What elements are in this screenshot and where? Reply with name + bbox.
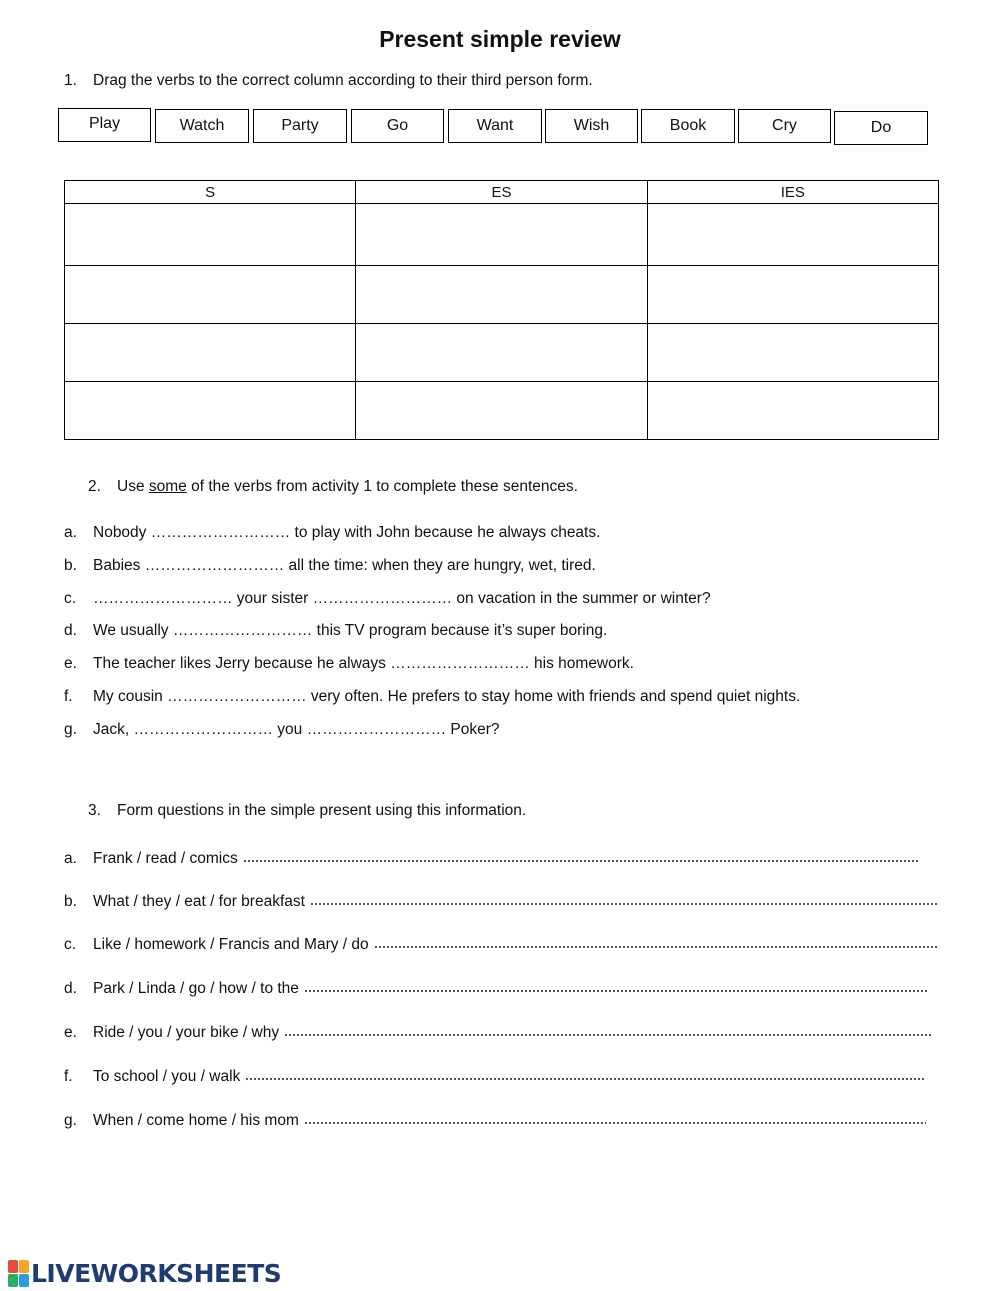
verb-card[interactable]: Do (834, 111, 928, 145)
question-item-d (64, 979, 929, 999)
item-letter: e. (64, 655, 77, 672)
logo-tile (19, 1274, 29, 1287)
item-letter: a. (64, 524, 77, 541)
activity2-underlined-word: some (148, 478, 187, 495)
answer-blank[interactable]: ……………………… (312, 590, 453, 607)
verb-card[interactable]: Watch (155, 109, 249, 143)
sentence-text: to play with John because he always cheats. (290, 524, 601, 541)
sentence-text: this TV program because it’s super boring. (312, 622, 608, 639)
verb-card[interactable]: Book (641, 109, 735, 143)
activity3-instruction-text: Form questions in the simple present using this information. (117, 802, 527, 819)
item-letter: e. (64, 1024, 77, 1041)
activity1-instruction-text: Drag the verbs to the correct column according to their third person form. (93, 72, 593, 89)
question-item-e (64, 1023, 931, 1043)
answer-line[interactable] (245, 1067, 925, 1081)
item-letter: d. (64, 980, 77, 997)
answer-blank[interactable]: ……………………… (390, 655, 530, 672)
drop-cell-ies[interactable] (647, 204, 938, 266)
question-item-b (64, 892, 938, 912)
drop-cell-ies[interactable] (647, 382, 938, 440)
question-item-g (64, 1111, 926, 1131)
sentence-item-a (64, 524, 600, 542)
sentence-text: Poker? (446, 721, 500, 738)
answer-line[interactable] (243, 849, 920, 863)
question-item-c (64, 935, 938, 955)
drop-cell-s[interactable] (65, 382, 356, 440)
drop-cell-es[interactable] (356, 324, 647, 382)
verb-card[interactable]: Party (253, 109, 347, 143)
logo-tile (8, 1274, 18, 1287)
drop-cell-es[interactable] (356, 204, 647, 266)
activity2-number: 2. (88, 478, 101, 495)
sentence-text: Jack, (93, 721, 134, 738)
verb-card[interactable]: Play (58, 108, 151, 142)
item-letter: c. (64, 936, 77, 953)
answer-blank[interactable]: ……………………… (133, 721, 273, 738)
sentence-text: your sister (232, 590, 313, 607)
logo-mark-icon (8, 1260, 29, 1287)
question-prompt: When / come home / his mom (93, 1112, 299, 1129)
sentence-item-f (64, 688, 800, 706)
question-prompt: To school / you / walk (93, 1068, 241, 1085)
sentence-item-g (64, 721, 500, 739)
drop-cell-s[interactable] (65, 266, 356, 324)
question-item-f (64, 1067, 925, 1087)
item-letter: c. (64, 590, 77, 607)
sentence-text: Babies (93, 557, 145, 574)
answer-line[interactable] (284, 1023, 931, 1037)
drop-cell-es[interactable] (356, 266, 647, 324)
sentence-text: on vacation in the summer or winter? (452, 590, 711, 607)
sentence-text: The teacher likes Jerry because he always (93, 655, 391, 672)
verb-card[interactable]: Want (448, 109, 542, 143)
answer-line[interactable] (310, 892, 938, 906)
drop-cell-s[interactable] (65, 324, 356, 382)
sentence-text: My cousin (93, 688, 168, 705)
drop-cell-ies[interactable] (647, 266, 938, 324)
question-prompt: What / they / eat / for breakfast (93, 893, 305, 910)
sorting-table (64, 180, 939, 440)
item-letter: f. (64, 688, 73, 705)
drop-cell-ies[interactable] (647, 324, 938, 382)
question-prompt: Park / Linda / go / how / to the (93, 980, 299, 997)
sentence-text: Nobody (93, 524, 151, 541)
answer-blank[interactable]: ……………………… (150, 524, 291, 541)
drop-cell-es[interactable] (356, 382, 647, 440)
answer-blank[interactable]: ……………………… (93, 590, 233, 607)
sentence-item-e (64, 655, 634, 673)
item-letter: g. (64, 1112, 77, 1129)
activity3-instruction (88, 802, 526, 820)
answer-blank[interactable]: ……………………… (306, 721, 447, 738)
answer-blank[interactable]: ……………………… (167, 688, 307, 705)
logo-text: LIVEWORKSHEETS (31, 1258, 282, 1288)
question-prompt: Ride / you / your bike / why (93, 1024, 280, 1041)
question-prompt: Frank / read / comics (93, 850, 238, 867)
sentence-text: his homework. (529, 655, 634, 672)
drop-cell-s[interactable] (65, 204, 356, 266)
question-item-a (64, 849, 920, 869)
item-letter: d. (64, 622, 77, 639)
activity1-number: 1. (64, 72, 77, 89)
activity2-instruction (88, 478, 578, 496)
activity1-instruction (64, 72, 593, 90)
worksheet-title: Present simple review (379, 26, 621, 52)
answer-line[interactable] (374, 935, 938, 949)
logo-tile (19, 1260, 29, 1273)
verb-card[interactable]: Cry (738, 109, 831, 143)
item-letter: b. (64, 557, 77, 574)
sentence-item-d (64, 622, 607, 640)
column-header-ies: IES (647, 181, 938, 204)
item-letter: a. (64, 850, 77, 867)
logo-tile (8, 1260, 18, 1273)
liveworksheets-logo (8, 1258, 281, 1288)
column-header-es: ES (356, 181, 647, 204)
sentence-text: We usually (93, 622, 173, 639)
verb-card[interactable]: Go (351, 109, 444, 143)
activity2-instruction-text: Use (117, 478, 149, 495)
answer-line[interactable] (304, 979, 929, 993)
sentence-item-b (64, 557, 596, 575)
activity2-instruction-text: of the verbs from activity 1 to complete these sentences. (186, 478, 578, 495)
item-letter: g. (64, 721, 77, 738)
activity3-number: 3. (88, 802, 101, 819)
sentence-text: all the time: when they are hungry, wet, tired. (284, 557, 596, 574)
verb-card[interactable]: Wish (545, 109, 638, 143)
item-letter: b. (64, 893, 77, 910)
item-letter: f. (64, 1068, 73, 1085)
answer-line[interactable] (304, 1111, 926, 1125)
sentence-text: very often. He prefers to stay home with friends and spend quiet nights. (306, 688, 801, 705)
column-header-s: S (65, 181, 356, 204)
sentence-item-c (64, 590, 711, 608)
answer-blank[interactable]: ……………………… (144, 557, 285, 574)
question-prompt: Like / homework / Francis and Mary / do (93, 936, 369, 953)
answer-blank[interactable]: ……………………… (172, 622, 313, 639)
sentence-text: you (272, 721, 307, 738)
